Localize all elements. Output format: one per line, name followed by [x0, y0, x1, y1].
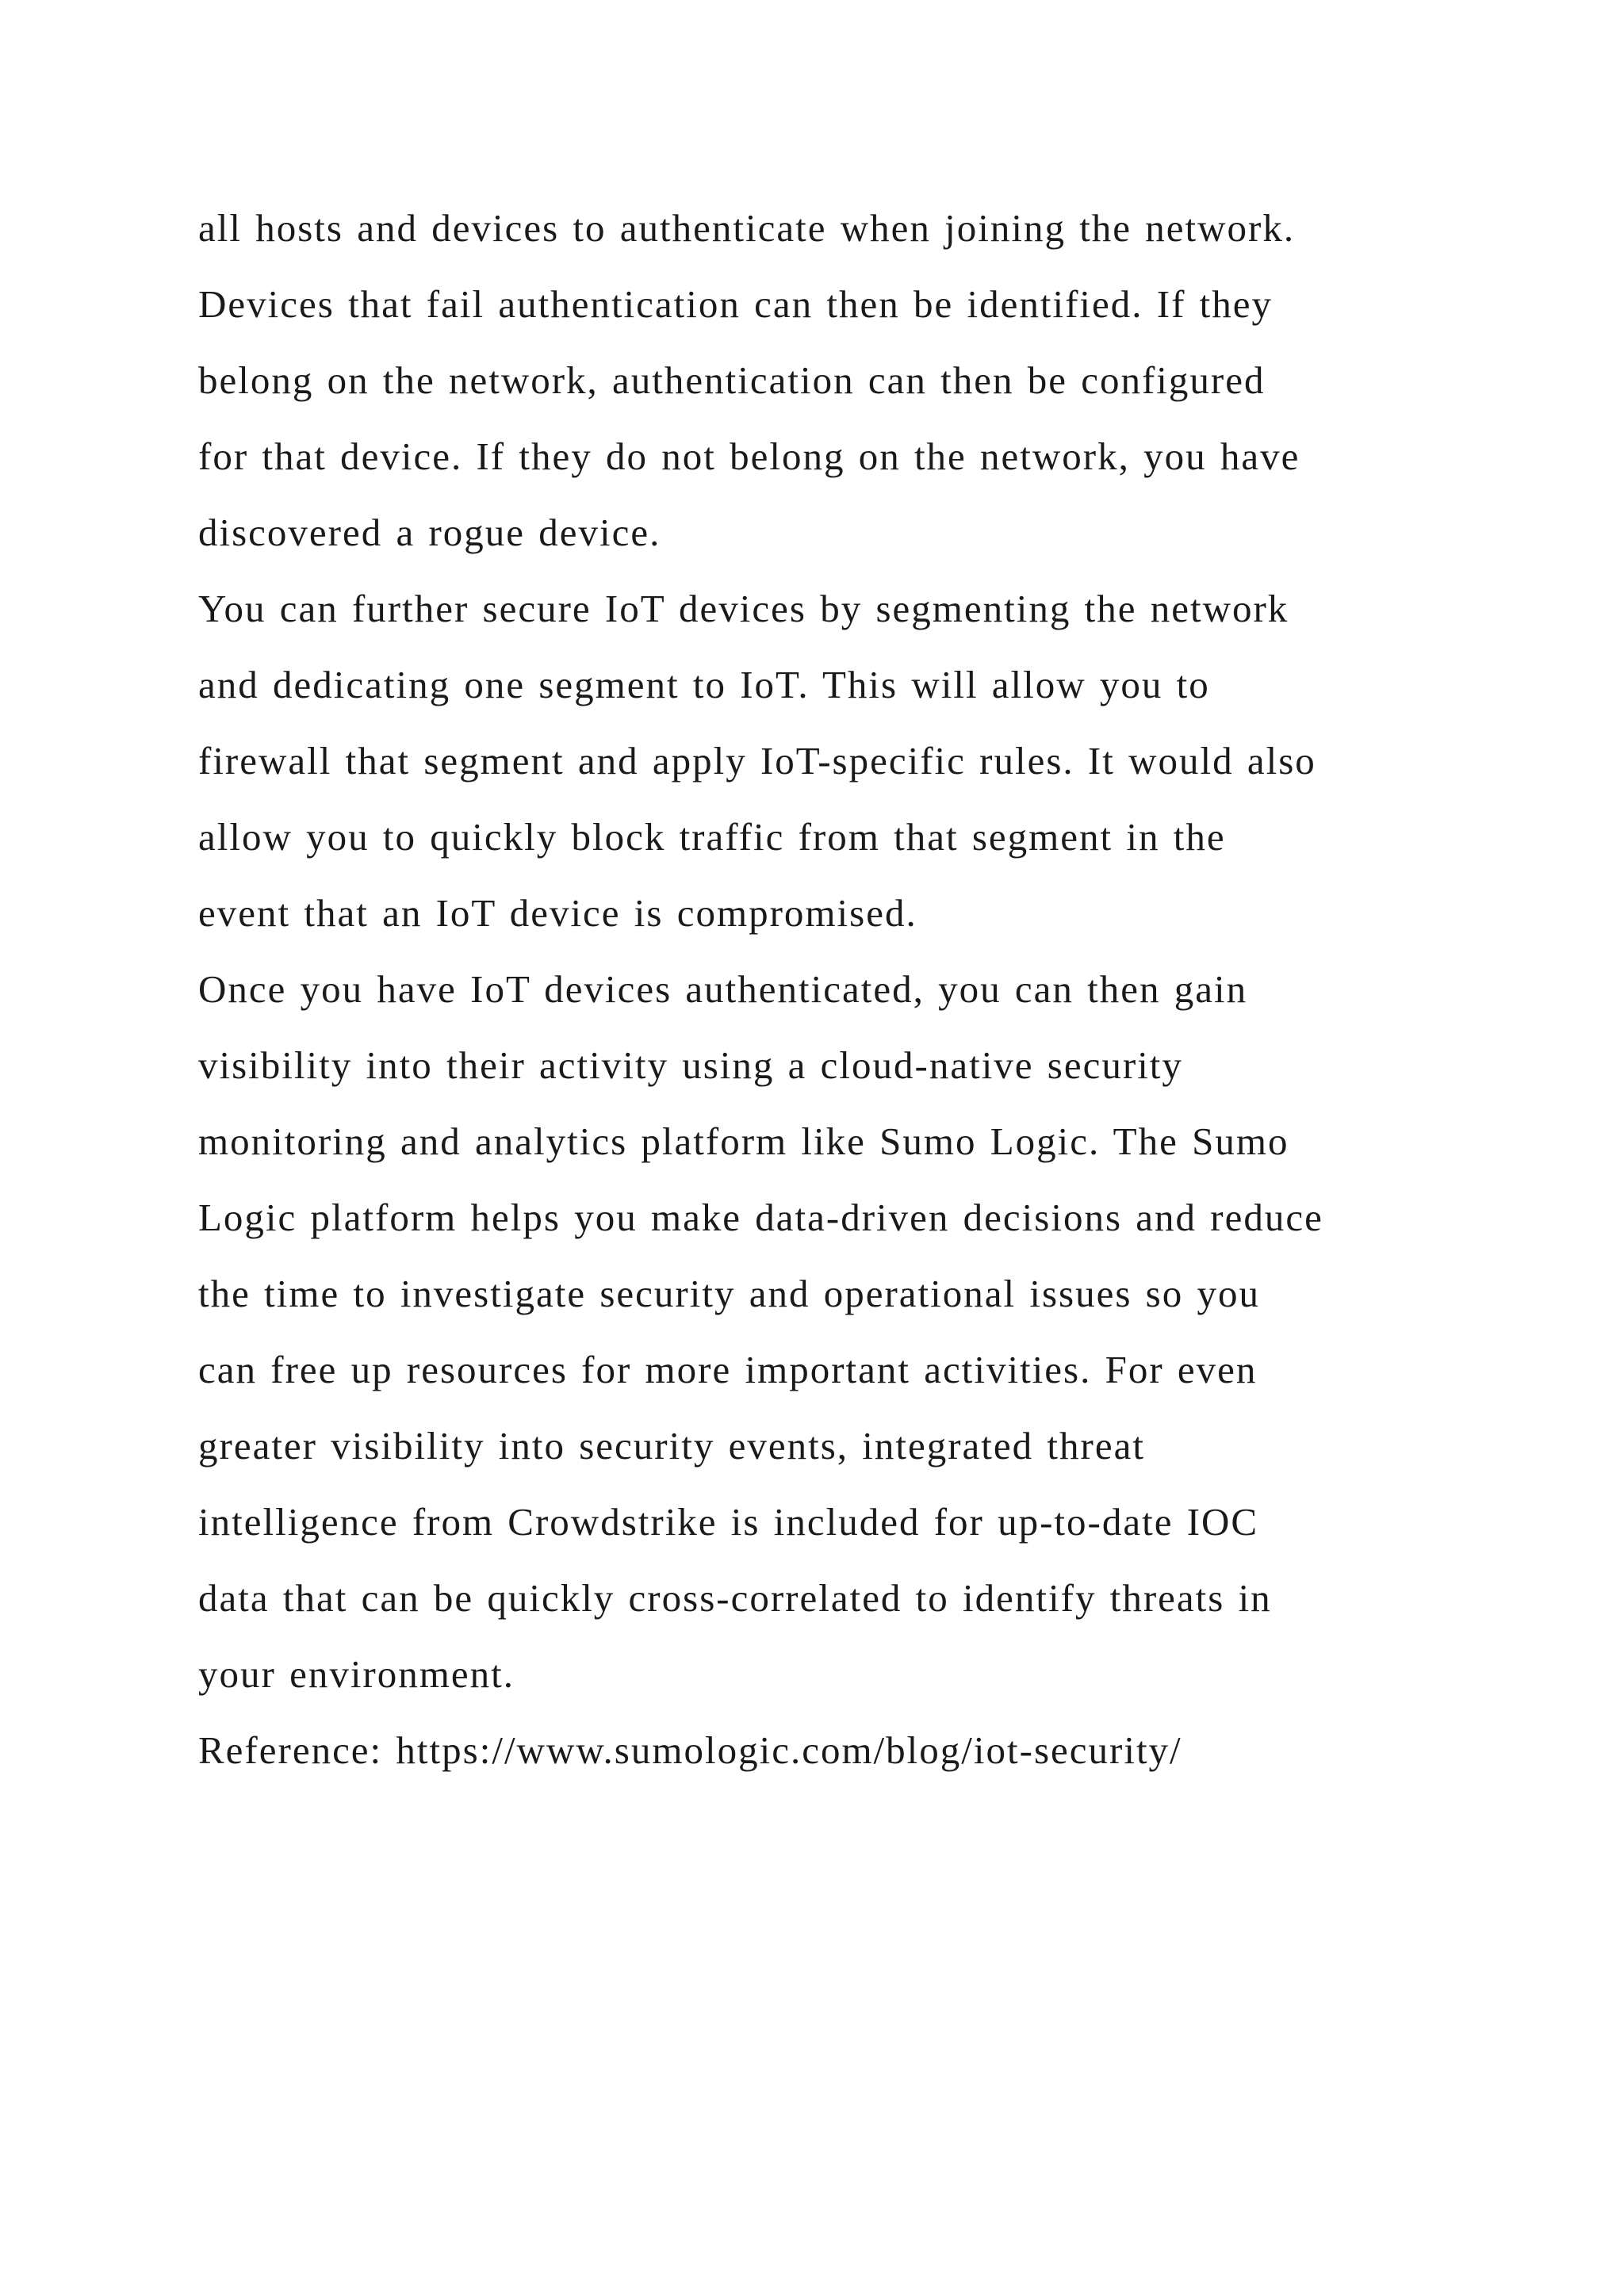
text-line: Once you have IoT devices authenticated, you can then gain — [198, 967, 1248, 1011]
text-line: allow you to quickly block traffic from that segment in the — [198, 815, 1226, 859]
text-line: can free up resources for more important activities. For even — [198, 1348, 1258, 1391]
text-line: your environment. — [198, 1652, 515, 1696]
text-line: Devices that fail authentication can then be identified. If they — [198, 282, 1274, 326]
text-line: the time to investigate security and operational issues so you — [198, 1272, 1260, 1315]
reference-line: Reference: https://www.sumologic.com/blog/iot-security/ — [198, 1728, 1182, 1772]
text-line: data that can be quickly cross-correlated to identify threats in — [198, 1576, 1272, 1620]
text-line: discovered a rogue device. — [198, 511, 661, 554]
document-body — [198, 190, 1546, 1789]
text-line: Logic platform helps you make data-driven decisions and reduce — [198, 1196, 1323, 1239]
text-line: event that an IoT device is compromised. — [198, 891, 917, 935]
text-line: You can further secure IoT devices by segmenting the network — [198, 587, 1289, 630]
text-line: greater visibility into security events, integrated threat — [198, 1424, 1145, 1468]
text-line: visibility into their activity using a cloud-native security — [198, 1043, 1183, 1087]
text-line: and dedicating one segment to IoT. This will allow you to — [198, 663, 1210, 706]
text-line: intelligence from Crowdstrike is included for up-to-date IOC — [198, 1500, 1259, 1544]
text-line: for that device. If they do not belong on the network, you have — [198, 434, 1300, 478]
text-line: monitoring and analytics platform like Sumo Logic. The Sumo — [198, 1119, 1289, 1163]
text-line: belong on the network, authentication can then be configured — [198, 358, 1266, 402]
text-line: all hosts and devices to authenticate when joining the network. — [198, 206, 1296, 250]
text-line: firewall that segment and apply IoT-specific rules. It would also — [198, 739, 1316, 783]
